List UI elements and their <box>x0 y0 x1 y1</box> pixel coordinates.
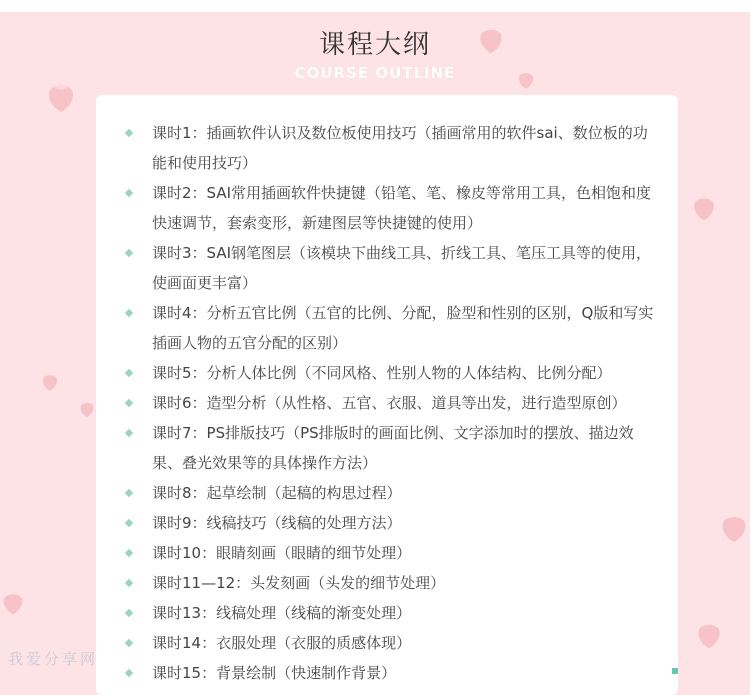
list-item <box>124 508 658 538</box>
diamond-bullet-icon <box>125 639 133 647</box>
lesson-text: 课时6：造型分析（从性格、五官、衣服、道具等出发，进行造型原创） <box>152 394 627 412</box>
strawberry-icon <box>44 80 78 114</box>
diamond-bullet-icon <box>125 519 133 527</box>
diamond-bullet-icon <box>125 189 133 197</box>
lesson-text: 课时15：背景绘制（快速制作背景） <box>152 664 397 682</box>
lesson-list <box>96 95 678 688</box>
diamond-bullet-icon <box>125 399 133 407</box>
strawberry-icon <box>40 372 60 392</box>
lesson-text: 课时4：分析五官比例（五官的比例、分配，脸型和性别的区别，Q版和写实插画人物的五官分配的区别） <box>152 304 654 352</box>
list-item <box>124 358 658 388</box>
list-item <box>124 238 658 298</box>
diamond-bullet-icon <box>125 369 133 377</box>
lesson-text: 课时7：PS排版技巧（PS排版时的画面比例、文字添加时的摆放、描边效果、叠光效果等的具体操作方法） <box>152 424 634 472</box>
list-item <box>124 568 658 598</box>
list-item <box>124 388 658 418</box>
lesson-text: 课时3：SAI钢笔图层（该模块下曲线工具、折线工具、笔压工具等的使用，使画面更丰富） <box>152 244 652 292</box>
page-subtitle: COURSE OUTLINE <box>294 64 456 82</box>
list-item <box>124 658 658 688</box>
list-item <box>124 418 658 478</box>
watermark: 我爱分享网 <box>8 650 99 668</box>
lesson-text: 课时14：衣服处理（衣服的质感体现） <box>152 634 412 652</box>
diamond-bullet-icon <box>125 249 133 257</box>
strawberry-icon <box>694 618 724 652</box>
list-item <box>124 478 658 508</box>
diamond-bullet-icon <box>125 129 133 137</box>
lesson-text: 课时8：起草绘制（起稿的构思过程） <box>152 484 402 502</box>
strawberry-icon <box>690 192 718 224</box>
diamond-bullet-icon <box>125 579 133 587</box>
list-item <box>124 178 658 238</box>
outline-card <box>96 95 678 695</box>
list-item <box>124 118 658 178</box>
diamond-bullet-icon <box>125 489 133 497</box>
lesson-text: 课时1：插画软件认识及数位板使用技巧（插画常用的软件sai、数位板的功能和使用技巧） <box>152 124 648 172</box>
list-item <box>124 598 658 628</box>
strawberry-icon <box>78 396 96 422</box>
page-title: 课程大纲 <box>318 30 431 60</box>
lesson-text: 课时9：线稿技巧（线稿的处理方法） <box>152 514 402 532</box>
diamond-bullet-icon <box>125 549 133 557</box>
lesson-text: 课时11—12：头发刻画（头发的细节处理） <box>152 574 446 592</box>
diamond-bullet-icon <box>125 429 133 437</box>
strawberry-icon <box>718 510 750 546</box>
lesson-text: 课时10：眼睛刻画（眼睛的细节处理） <box>152 544 412 562</box>
lesson-text: 课时13：线稿处理（线稿的渐变处理） <box>152 604 412 622</box>
lesson-text: 课时2：SAI常用插画软件快捷键（铅笔、笔、橡皮等常用工具，色相饱和度快速调节，套索变形，新建图层等快捷键的使用） <box>152 184 652 232</box>
list-item <box>124 628 658 658</box>
list-item <box>124 538 658 568</box>
diamond-bullet-icon <box>125 309 133 317</box>
list-item <box>124 298 658 358</box>
diamond-bullet-icon <box>125 609 133 617</box>
top-strip <box>0 0 750 12</box>
lesson-text: 课时5：分析人体比例（不同风格、性别人物的人体结构、比例分配） <box>152 364 612 382</box>
diamond-bullet-icon <box>125 669 133 677</box>
strawberry-icon <box>0 588 26 618</box>
decor-dot <box>672 668 678 674</box>
